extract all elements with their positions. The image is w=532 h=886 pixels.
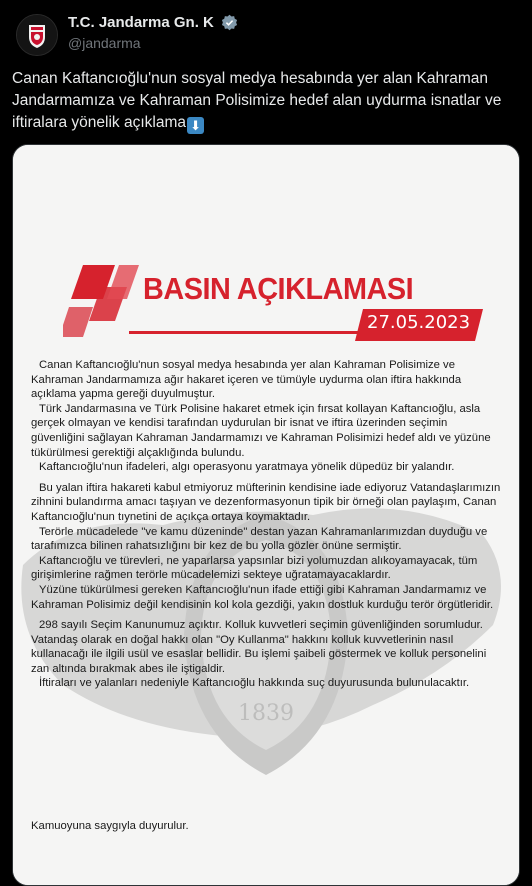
paragraph: Terörle mücadelede "ve kamu düzeninde" destan yazan Kahramanlarımızdan duyduğu ve tarafımızca bilinen rahatsızlığını bir kez de bu yolla gözler önüne sermiştir. [31, 525, 488, 553]
document-date: 27.05.2023 [367, 312, 471, 333]
paragraph: Yüzüne tükürülmesi gereken Kaftancıoğlu'nun ifade ettiği gibi Kahraman Jandarmamız ve Kahraman Polisimiz değil kendisinin kol kola gezdiği, yakın dostluk kurduğu terör örgütleridir. [31, 583, 494, 611]
author-handle[interactable]: @jandarma [68, 35, 141, 51]
gendarmerie-emblem-icon [17, 15, 57, 55]
paragraph: Kaftancıoğlu'nun ifadeleri, algı operasyonu yaratmaya yönelik düpedüz bir yalandır. [39, 461, 455, 474]
document-body [31, 358, 503, 691]
paragraph: 298 sayılı Seçim Kanunumuz açıktır. Kolluk kuvvetleri seçimin güvenliğinden sorumludur. Vatandaş olarak en doğal hakkı olan "Oy Kullanma" hakkını kolluk kuvvetlerinin nasıl kullanacağı ile ilgili usül ve esaslar bellidir. Bu işlemi şaibeli göstermek ve kolluk personelini zan altında bırakmak abes ile iştigaldir. [31, 619, 487, 675]
tweet-media-image[interactable] [12, 144, 520, 886]
paragraph: Türk Jandarmasına ve Türk Polisine hakaret etmek için fırsat kollayan Kaftancıoğlu, asla gerçek olmayan ve kendisi tarafından uydurulan bir isnat ve iftira üzerinden seçimin güvenliğini sağlayan Kahraman Jandarmamızı ve Kahraman Polisimizi hedef aldı ve yüzüne tükürülmesi gerektiği alçaklığında bulundu. [31, 402, 491, 459]
document-title: BASIN AÇIKLAMASI [143, 271, 414, 306]
tweet-body: Canan Kaftancıoğlu'nun sosyal medya hesabında yer alan Kahraman Jandarmamıza ve Kahraman Polisimize hedef alan uydurma isnatlar ve iftiralara yönelik açıklama [12, 70, 502, 131]
author-display-name[interactable]: T.C. Jandarma Gn. K [68, 14, 214, 32]
down-arrow-emoji-icon: ⬇ [187, 117, 204, 134]
document-closing: Kamuoyuna saygıyla duyurulur. [31, 820, 189, 832]
paragraph: Kaftancıoğlu ve türevleri, ne yaparlarsa yapsınlar bizi yolumuzdan alıkoyamayacak, tüm girişimlerine rağmen terörle mücadelemizi sekteye uğratamayacaklardır. [31, 554, 478, 582]
paragraph: Bu yalan iftira hakareti kabul etmiyoruz müfterinin kendisine iade ediyoruz Vatandaşlarımızın zihnini bulandırma amacı taşıyan ve dezenformasyonun tipik bir örneği olan paylaşım, Canan Kaftancıoğlu'nun tıynetini de açıkça ortaya koymaktadır. [31, 481, 501, 523]
paragraph: İftiraları ve yalanları nedeniyle Kaftancıoğlu hakkında suç duyurusunda bulunulacaktır. [39, 677, 470, 690]
verified-badge-icon [221, 14, 238, 31]
avatar[interactable] [16, 14, 58, 56]
paragraph: Canan Kaftancıoğlu'nun sosyal medya hesabında yer alan Kahraman Polisimize ve Kahraman Jandarmamıza ağır hakaret içeren ve tümüyle uydurma olan iftira hakkında açıklama yapma gereği duyulmuştur. [31, 359, 462, 401]
tweet-text [12, 68, 520, 134]
watermark-year: 1839 [238, 701, 294, 726]
tweet-header [12, 10, 520, 58]
